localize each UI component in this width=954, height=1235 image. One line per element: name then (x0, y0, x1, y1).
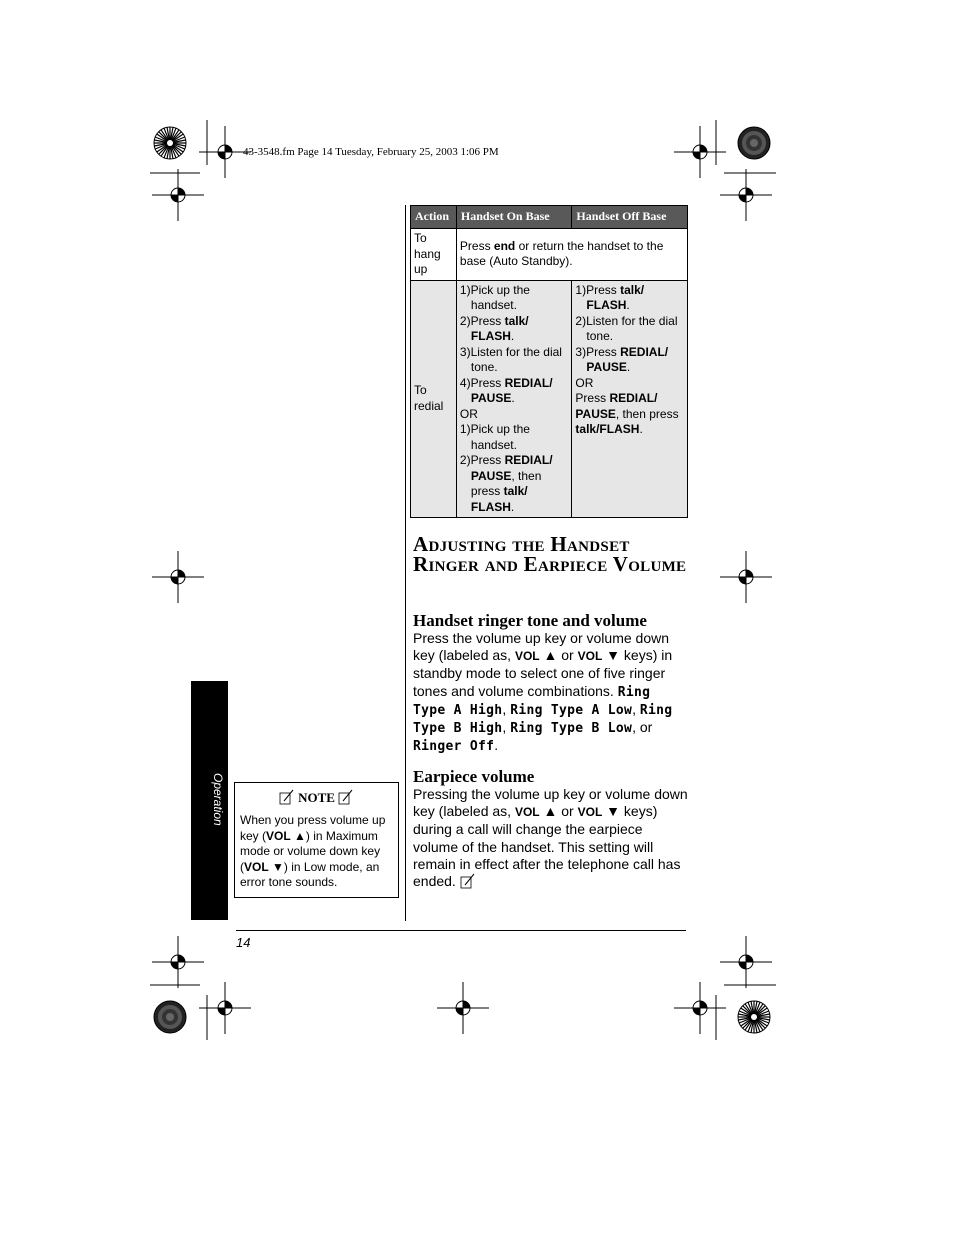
redial-on-base: 1)Pick up the handset. 2)Press talk/ FLASH. 3)Listen for the dial tone. 4)Press REDIAL/ PAUSE. OR 1)Pick up the handset. 2)Press REDIAL/ PAUSE, then press talk/ FLASH. (456, 280, 572, 518)
earpiece-heading: Earpiece volume (413, 767, 535, 786)
file-info-header: 43-3548.fm Page 14 Tuesday, February 25, 2003 1:06 PM (243, 146, 499, 158)
column-divider (405, 205, 406, 921)
action-redial: To redial (411, 280, 457, 518)
note-heading (235, 789, 398, 806)
header-action: Action (411, 206, 457, 229)
ringer-heading: Handset ringer tone and volume (413, 611, 647, 630)
table-row-redial (411, 280, 688, 518)
page-number: 14 (236, 935, 251, 950)
redial-off-base: 1)Press talk/ FLASH. 2)Listen for the dial tone. 3)Press REDIAL/ PAUSE. OR Press REDIAL/ PAUSE, then press talk/FLASH. (572, 280, 688, 518)
end-of-section-pencil-icon (460, 873, 476, 889)
note-box (234, 782, 399, 898)
table-row-hangup (411, 229, 688, 281)
footer-rule (236, 930, 686, 931)
header-off-base: Handset Off Base (572, 206, 688, 229)
pencil-icon (338, 789, 354, 805)
note-text: When you press volume up key (VOL ▲) in Maximum mode or volume down key (VOL ▼) in Low mode, an error tone sounds. (240, 813, 386, 889)
ringer-paragraph: Press the volume up key or volume down key (labeled as, VOL ▲ or VOL ▼ keys) in standby mode to select one of five ringer tones and volume combinations. Ring Type A High, Ring Type A Low, Ring Type B High, Ring Type B Low, or Ringer Off. (413, 630, 673, 755)
pencil-icon (279, 789, 295, 805)
section-title: Adjusting the Handset Ringer and Earpiece Volume (413, 532, 687, 576)
hangup-instructions: Press end or return the handset to the base (Auto Standby). (456, 229, 687, 281)
side-tab-label: Operation (211, 773, 225, 826)
earpiece-paragraph: Pressing the volume up key or volume down key (labeled as, VOL ▲ or VOL ▼ keys) during a call will change the earpiece volume of the handset. This setting will remain in effect after the telephone call has ended. (413, 786, 688, 890)
table-header-row (411, 206, 688, 229)
redial-table (410, 205, 688, 518)
action-hangup: To hang up (411, 229, 457, 281)
header-on-base: Handset On Base (456, 206, 572, 229)
note-label: NOTE (298, 790, 335, 805)
